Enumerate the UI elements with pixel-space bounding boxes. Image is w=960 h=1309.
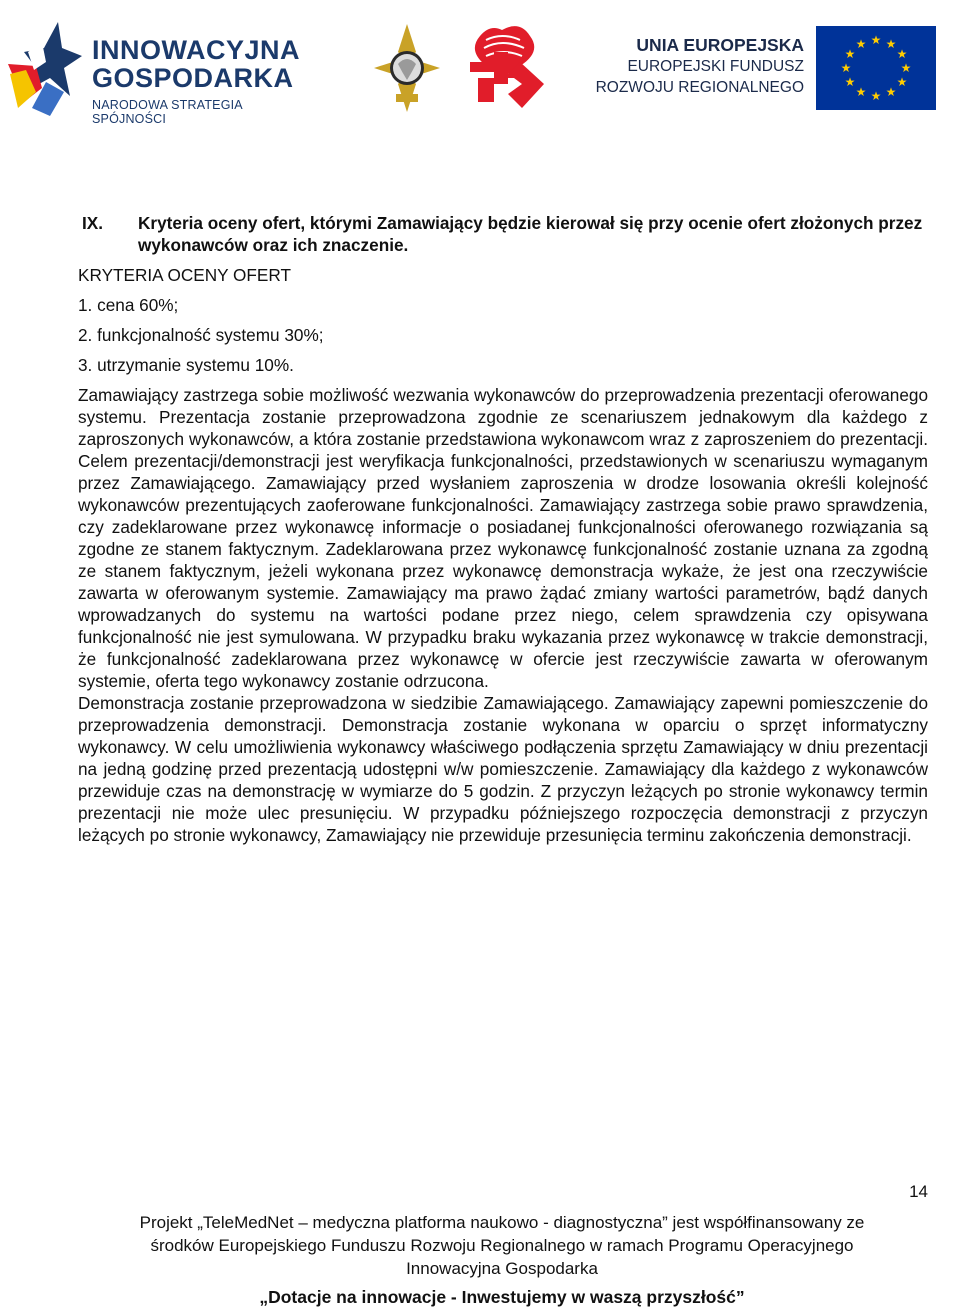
svg-text:★: ★	[885, 85, 897, 99]
svg-text:★: ★	[844, 47, 856, 61]
eu-flag-icon	[816, 26, 936, 110]
innowacyjna-logo-line3: NARODOWA STRATEGIA SPÓJNOŚCI	[92, 98, 243, 126]
svg-text:★: ★	[870, 33, 882, 47]
svg-text:★: ★	[896, 75, 908, 89]
document-content	[78, 212, 928, 863]
svg-text:★: ★	[840, 61, 852, 75]
wim-emblem-logo	[372, 22, 442, 114]
page-number: 14	[909, 1182, 928, 1201]
criteria-item: 3. utrzymanie systemu 10%.	[78, 355, 294, 375]
footer-line2: środków Europejskiego Funduszu Rozwoju Regionalnego w ramach Programu Operacyjnego	[150, 1236, 854, 1255]
innowacyjna-logo-line1: INNOWACYJNA	[92, 35, 301, 65]
section-title: Kryteria oceny ofert, którymi Zamawiający będzie kierował się przy ocenie ofert złożonych przez wykonawców oraz ich znaczenie.	[138, 213, 923, 255]
section-number: IX.	[82, 213, 104, 233]
svg-text:★: ★	[855, 37, 867, 51]
svg-text:★: ★	[900, 61, 912, 75]
footer-line1: Projekt „TeleMedNet – medyczna platforma naukowo - diagnostyczna” jest współfinansowany ze	[139, 1213, 865, 1232]
eu-logo-line3: ROZWOJU REGIONALNEGO	[595, 79, 804, 96]
section-heading	[78, 212, 928, 256]
footer-line3: Innowacyjna Gospodarka	[406, 1259, 598, 1278]
innowacyjna-logo-line2: GOSPODARKA	[92, 63, 294, 93]
eu-logo-line2: EUROPEJSKI FUNDUSZ	[627, 58, 804, 75]
criteria-item: 1. cena 60%;	[78, 295, 179, 315]
innowacyjna-star-icon	[6, 12, 86, 118]
red-cross-heart-logo	[464, 22, 548, 114]
paragraph-demonstration: Demonstracja zostanie przeprowadzona w siedzibie Zamawiającego. Zamawiający zapewni pomieszczenie do przeprowadzenia demonstracji. Demonstracja zostanie wykonana w oparciu o sprzęt informatyczny wykonawcy. W celu umożliwienia wykonawcy właściwego podłączenia sprzętu Zamawiający w dniu prezentacji na jedną godzinę przed prezentacją udostępni w/w pomieszczenie. Zamawiający dla każdego z wykonawców przewiduje czas na demonstrację w wymiarze do 5 godzin. Z przyczyn leżących po stronie wykonawcy termin prezentacji nie może ulec presunięciu. W przypadku późniejszego rozpoczęcia demonstracji z przyczyn leżących po stronie wykonawcy, Zamawiający nie przewiduje przesunięcia terminu zakończenia demonstracji.	[78, 693, 928, 845]
page-header	[0, 0, 960, 130]
eu-logo-text	[560, 34, 804, 98]
criteria-item: 2. funkcjonalność systemu 30%;	[78, 325, 324, 345]
eu-logo-line1: UNIA EUROPEJSKA	[636, 35, 804, 55]
svg-text:★: ★	[870, 89, 882, 103]
innowacyjna-gospodarka-logo	[6, 10, 316, 126]
paragraph-presentation: Zamawiający zastrzega sobie możliwość wezwania wykonawców do przeprowadzenia prezentacji oferowanego systemu. Prezentacja zostanie przeprowadzona zgodnie ze scenariuszem jednakowym dla każdego z zaproszonych wykonawców, a która zostanie przedstawiona wykonawcom wraz z zaproszeniem do prezentacji. Celem prezentacji/demonstracji jest weryfikacja funkcjonalności, przedstawionych w scenariuszu wymaganym przez Zamawiającego. Zamawiający przed wysłaniem zaproszenia w drodze losowania określi kolejność wykonawców prezentujących zaoferowane funkcjonalności. Zamawiający zastrzega sobie prawo sprawdzenia, czy zadeklarowane przez wykonawcę informacje o posiadanej funkcjonalności oferowanego rozwiązania są zgodne ze stanem faktycznym. Zadeklarowana przez wykonawcę funkcjonalność zostanie uznana za zgodną ze stanem faktycznym, jeżeli wykonana przez wykonawcę demonstracja wykaże, że jest ona rzeczywiście zawarta w oferowanym systemie. Zamawiający ma prawo żądać zmiany wartości parametrów, bądź danych wprowadzanych do systemu na wartości podane przez niego, celem sprawdzenia czy opisywana funkcjonalność nie jest symulowana. W przypadku braku wykazania przez wykonawcę w trakcie demonstracji, że funkcjonalność zadeklarowana przez wykonawcę w ofercie jest rzeczywiście zawarta w oferowanym systemie, oferta tego wykonawcy zostanie odrzucona.	[78, 385, 928, 691]
svg-text:★: ★	[844, 75, 856, 89]
footer-slogan: „Dotacje na innowacje - Inwestujemy w waszą przyszłość”	[259, 1287, 745, 1307]
svg-text:★: ★	[896, 47, 908, 61]
svg-text:★: ★	[855, 85, 867, 99]
page-footer	[60, 1211, 944, 1280]
criteria-subtitle: KRYTERIA OCENY OFERT	[78, 265, 291, 285]
svg-text:★: ★	[885, 37, 897, 51]
